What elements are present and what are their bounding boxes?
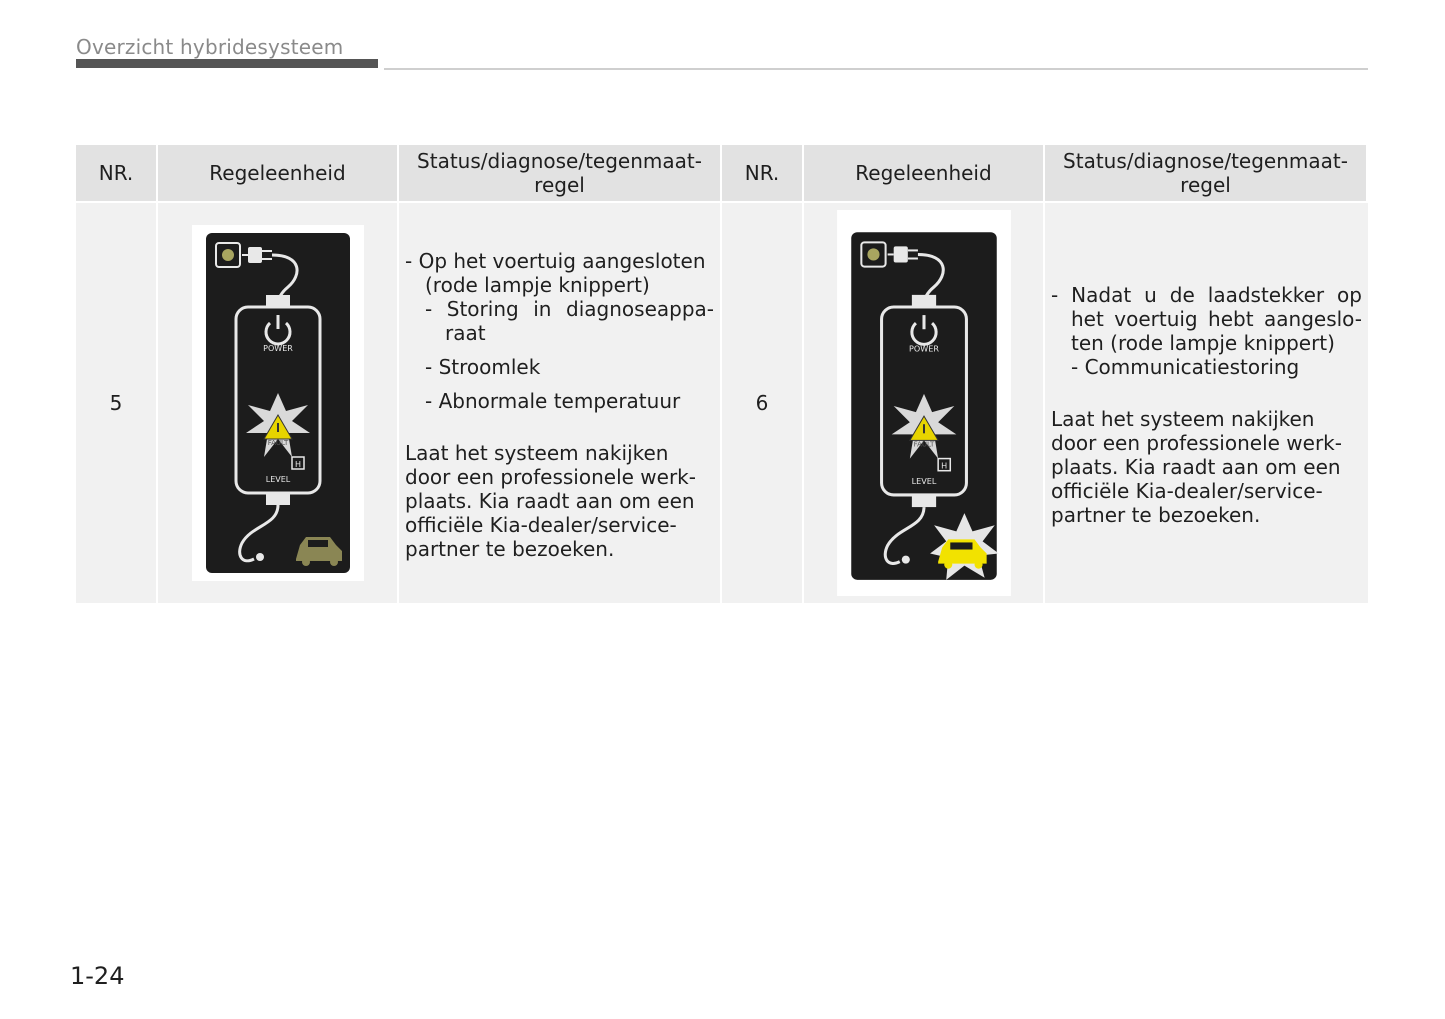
svg-text:FAULT: FAULT	[913, 439, 934, 449]
header-rule	[384, 68, 1368, 70]
status-sub-item: - Stroomlek	[425, 355, 541, 379]
advice-text: Laat het systeem nakijken door een professionele werk-plaats. Kia raadt aan om een officiële Kia-dealer/service-partner te bezoeken.	[1051, 407, 1342, 527]
control-unit-image	[158, 203, 399, 603]
page-number: 1-24	[70, 962, 125, 990]
advice-text: Laat het systeem nakijken door een professionele werk-plaats. Kia raadt aan om een officiële Kia-dealer/service-partner te bezoeken.	[405, 441, 696, 561]
control-unit-image	[804, 203, 1045, 603]
status-cell	[399, 203, 722, 603]
svg-text:H: H	[294, 460, 301, 469]
charger-unit-illustration	[837, 210, 1011, 596]
col-header-nr: NR.	[76, 145, 158, 203]
col-header-status: Status/diagnose/tegenmaat-regel	[399, 145, 722, 203]
status-bullet: - Op het voertuig aangesloten (rode lampje knippert)	[405, 249, 706, 297]
svg-text:H: H	[940, 460, 947, 471]
svg-text:POWER: POWER	[262, 344, 293, 353]
svg-text:POWER: POWER	[908, 343, 939, 354]
col-header-unit: Regeleenheid	[804, 145, 1045, 203]
status-cell	[1045, 203, 1368, 603]
status-bullet: - Nadat u de laadstekker op het voertuig hebt aangeslo-ten (rode lampje knippert)	[1051, 283, 1362, 355]
status-table	[76, 145, 1368, 603]
row-number: 5	[76, 203, 158, 603]
header-bar-dark	[76, 59, 378, 68]
status-sub-item: - Storing in diagnoseappa-raat	[425, 297, 714, 345]
row-number: 6	[722, 203, 804, 603]
svg-text:FAULT: FAULT	[267, 439, 288, 447]
svg-text:LEVEL: LEVEL	[265, 475, 290, 484]
col-header-status: Status/diagnose/tegenmaat-regel	[1045, 145, 1368, 203]
status-sub-item: - Communicatiestoring	[1071, 355, 1300, 379]
col-header-nr: NR.	[722, 145, 804, 203]
status-sub-item: - Abnormale temperatuur	[425, 389, 681, 413]
svg-text:LEVEL: LEVEL	[911, 475, 936, 486]
section-header-title: Overzicht hybridesysteem	[76, 35, 344, 59]
col-header-unit: Regeleenheid	[158, 145, 399, 203]
charger-unit-illustration	[192, 225, 364, 581]
